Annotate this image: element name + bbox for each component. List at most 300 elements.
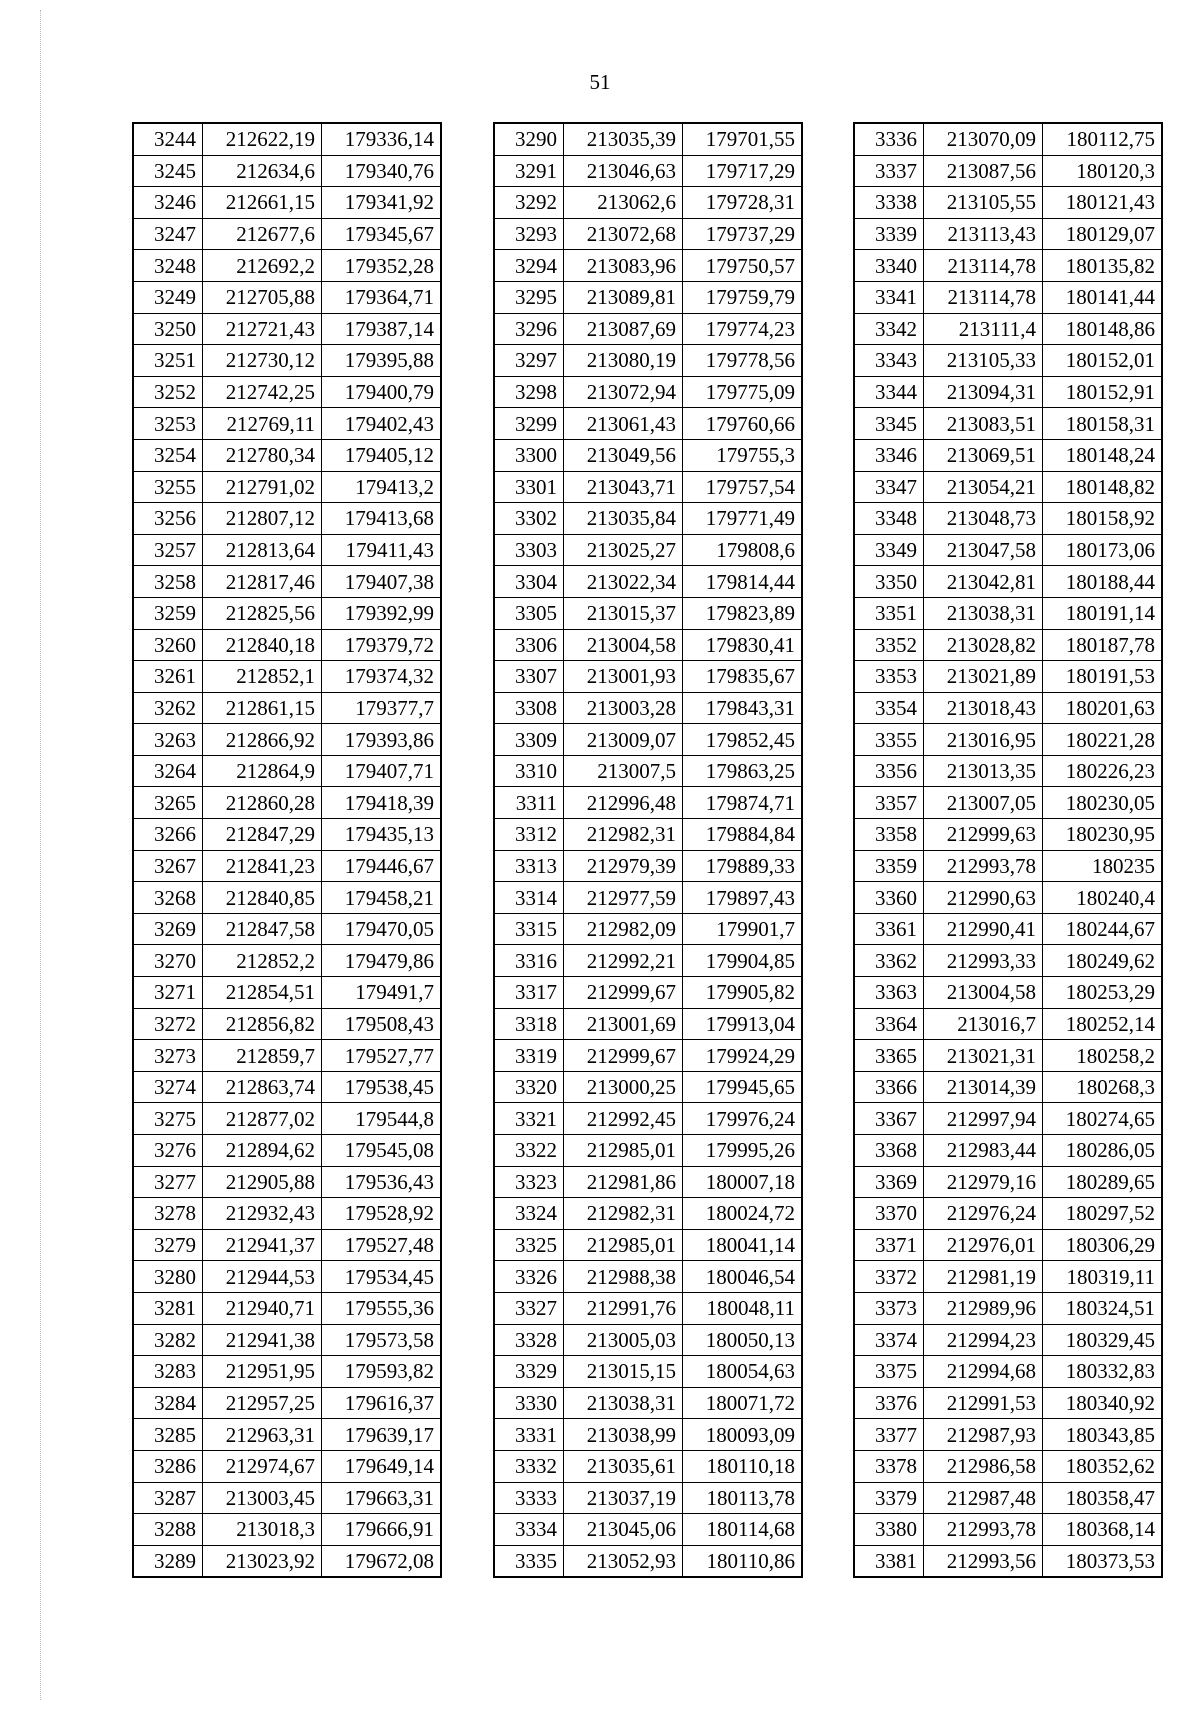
point-number-cell: 3266 — [133, 819, 203, 851]
point-number-cell: 3272 — [133, 1008, 203, 1040]
y-coordinate-cell: 179379,72 — [322, 629, 442, 661]
table-row — [854, 187, 1162, 219]
y-coordinate-cell: 179717,29 — [683, 155, 803, 187]
x-coordinate-cell: 212986,58 — [924, 1450, 1043, 1482]
table-row — [133, 1166, 441, 1198]
y-coordinate-cell: 179392,99 — [322, 597, 442, 629]
x-coordinate-cell: 212941,37 — [203, 1229, 322, 1261]
x-coordinate-cell: 213023,92 — [203, 1545, 322, 1577]
table-row — [494, 1387, 802, 1419]
x-coordinate-cell: 212985,01 — [564, 1135, 683, 1167]
x-coordinate-cell: 213043,71 — [564, 471, 683, 503]
table-row — [854, 850, 1162, 882]
point-number-cell: 3299 — [494, 408, 564, 440]
x-coordinate-cell: 212866,92 — [203, 724, 322, 756]
x-coordinate-cell: 212993,56 — [924, 1545, 1043, 1577]
table-row — [133, 1008, 441, 1040]
x-coordinate-cell: 212863,74 — [203, 1071, 322, 1103]
point-number-cell: 3330 — [494, 1387, 564, 1419]
point-number-cell: 3331 — [494, 1419, 564, 1451]
table-row — [133, 566, 441, 598]
point-number-cell: 3301 — [494, 471, 564, 503]
x-coordinate-cell: 212860,28 — [203, 787, 322, 819]
y-coordinate-cell: 180268,3 — [1043, 1071, 1163, 1103]
table-row — [133, 882, 441, 914]
y-coordinate-cell: 179737,29 — [683, 218, 803, 250]
table-row — [133, 408, 441, 440]
table-row — [854, 1071, 1162, 1103]
point-number-cell: 3308 — [494, 692, 564, 724]
point-number-cell: 3345 — [854, 408, 924, 440]
table-row — [494, 755, 802, 787]
y-coordinate-cell: 180191,14 — [1043, 597, 1163, 629]
x-coordinate-cell: 212994,68 — [924, 1356, 1043, 1388]
point-number-cell: 3313 — [494, 850, 564, 882]
y-coordinate-cell: 180120,3 — [1043, 155, 1163, 187]
y-coordinate-cell: 179418,39 — [322, 787, 442, 819]
y-coordinate-cell: 179884,84 — [683, 819, 803, 851]
table-row — [133, 503, 441, 535]
point-number-cell: 3251 — [133, 345, 203, 377]
y-coordinate-cell: 179852,45 — [683, 724, 803, 756]
table-row — [854, 819, 1162, 851]
point-number-cell: 3340 — [854, 250, 924, 282]
point-number-cell: 3287 — [133, 1482, 203, 1514]
x-coordinate-cell: 213003,28 — [564, 692, 683, 724]
y-coordinate-cell: 179508,43 — [322, 1008, 442, 1040]
point-number-cell: 3326 — [494, 1261, 564, 1293]
point-number-cell: 3270 — [133, 945, 203, 977]
point-number-cell: 3264 — [133, 755, 203, 787]
y-coordinate-cell: 179336,14 — [322, 123, 442, 155]
x-coordinate-cell: 213013,35 — [924, 755, 1043, 787]
table-row — [854, 1261, 1162, 1293]
x-coordinate-cell: 212994,23 — [924, 1324, 1043, 1356]
table-row — [494, 313, 802, 345]
point-number-cell: 3346 — [854, 439, 924, 471]
x-coordinate-cell: 212932,43 — [203, 1198, 322, 1230]
point-number-cell: 3374 — [854, 1324, 924, 1356]
point-number-cell: 3286 — [133, 1450, 203, 1482]
x-coordinate-cell: 212999,63 — [924, 819, 1043, 851]
table-row — [854, 597, 1162, 629]
point-number-cell: 3274 — [133, 1071, 203, 1103]
point-number-cell: 3273 — [133, 1040, 203, 1072]
table-row — [494, 1292, 802, 1324]
point-number-cell: 3249 — [133, 281, 203, 313]
table-row — [494, 1229, 802, 1261]
y-coordinate-cell: 180041,14 — [683, 1229, 803, 1261]
x-coordinate-cell: 213045,06 — [564, 1514, 683, 1546]
point-number-cell: 3297 — [494, 345, 564, 377]
table-row — [494, 692, 802, 724]
x-coordinate-cell: 212993,33 — [924, 945, 1043, 977]
point-number-cell: 3248 — [133, 250, 203, 282]
x-coordinate-cell: 213114,78 — [924, 281, 1043, 313]
y-coordinate-cell: 179413,2 — [322, 471, 442, 503]
y-coordinate-cell: 180319,11 — [1043, 1261, 1163, 1293]
point-number-cell: 3309 — [494, 724, 564, 756]
table-row — [133, 724, 441, 756]
table-row — [494, 566, 802, 598]
y-coordinate-cell: 180201,63 — [1043, 692, 1163, 724]
x-coordinate-cell: 212982,31 — [564, 1198, 683, 1230]
x-coordinate-cell: 212847,58 — [203, 913, 322, 945]
point-number-cell: 3325 — [494, 1229, 564, 1261]
point-number-cell: 3357 — [854, 787, 924, 819]
table-row — [854, 1166, 1162, 1198]
point-number-cell: 3351 — [854, 597, 924, 629]
x-coordinate-cell: 213070,09 — [924, 123, 1043, 155]
x-coordinate-cell: 212981,86 — [564, 1166, 683, 1198]
x-coordinate-cell: 213009,07 — [564, 724, 683, 756]
y-coordinate-cell: 180324,51 — [1043, 1292, 1163, 1324]
y-coordinate-cell: 180226,23 — [1043, 755, 1163, 787]
table-row — [494, 1545, 802, 1577]
y-coordinate-cell: 179649,14 — [322, 1450, 442, 1482]
y-coordinate-cell: 180340,92 — [1043, 1387, 1163, 1419]
y-coordinate-cell: 179479,86 — [322, 945, 442, 977]
x-coordinate-cell: 212840,85 — [203, 882, 322, 914]
point-number-cell: 3263 — [133, 724, 203, 756]
x-coordinate-cell: 213022,34 — [564, 566, 683, 598]
y-coordinate-cell: 179904,85 — [683, 945, 803, 977]
table-row — [494, 977, 802, 1009]
y-coordinate-cell: 180289,65 — [1043, 1166, 1163, 1198]
y-coordinate-cell: 179400,79 — [322, 376, 442, 408]
table-row — [494, 1324, 802, 1356]
table-row — [133, 123, 441, 155]
y-coordinate-cell: 180112,75 — [1043, 123, 1163, 155]
x-coordinate-cell: 213072,94 — [564, 376, 683, 408]
x-coordinate-cell: 212705,88 — [203, 281, 322, 313]
table-row — [854, 629, 1162, 661]
table-row — [133, 1514, 441, 1546]
point-number-cell: 3291 — [494, 155, 564, 187]
y-coordinate-cell: 180113,78 — [683, 1482, 803, 1514]
y-coordinate-cell: 179402,43 — [322, 408, 442, 440]
point-number-cell: 3337 — [854, 155, 924, 187]
y-coordinate-cell: 179538,45 — [322, 1071, 442, 1103]
point-number-cell: 3268 — [133, 882, 203, 914]
point-number-cell: 3371 — [854, 1229, 924, 1261]
point-number-cell: 3379 — [854, 1482, 924, 1514]
point-number-cell: 3322 — [494, 1135, 564, 1167]
point-number-cell: 3323 — [494, 1166, 564, 1198]
y-coordinate-cell: 179407,38 — [322, 566, 442, 598]
y-coordinate-cell: 179377,7 — [322, 692, 442, 724]
table-row — [854, 1324, 1162, 1356]
x-coordinate-cell: 212999,67 — [564, 977, 683, 1009]
y-coordinate-cell: 180306,29 — [1043, 1229, 1163, 1261]
point-number-cell: 3275 — [133, 1103, 203, 1135]
x-coordinate-cell: 213089,81 — [564, 281, 683, 313]
point-number-cell: 3311 — [494, 787, 564, 819]
y-coordinate-cell: 180158,92 — [1043, 503, 1163, 535]
point-number-cell: 3367 — [854, 1103, 924, 1135]
point-number-cell: 3355 — [854, 724, 924, 756]
point-number-cell: 3358 — [854, 819, 924, 851]
table-row — [854, 281, 1162, 313]
x-coordinate-cell: 213083,96 — [564, 250, 683, 282]
table-row — [133, 787, 441, 819]
x-coordinate-cell: 212840,18 — [203, 629, 322, 661]
table-row — [854, 1450, 1162, 1482]
point-number-cell: 3370 — [854, 1198, 924, 1230]
x-coordinate-cell: 212807,12 — [203, 503, 322, 535]
point-number-cell: 3327 — [494, 1292, 564, 1324]
table-row — [854, 503, 1162, 535]
y-coordinate-cell: 179527,48 — [322, 1229, 442, 1261]
point-number-cell: 3321 — [494, 1103, 564, 1135]
table-row — [494, 597, 802, 629]
table-row — [494, 1135, 802, 1167]
x-coordinate-cell: 213038,31 — [564, 1387, 683, 1419]
table-row — [854, 345, 1162, 377]
table-row — [133, 819, 441, 851]
point-number-cell: 3360 — [854, 882, 924, 914]
y-coordinate-cell: 179387,14 — [322, 313, 442, 345]
table-row — [133, 1040, 441, 1072]
y-coordinate-cell: 179995,26 — [683, 1135, 803, 1167]
table-row — [854, 913, 1162, 945]
y-coordinate-cell: 179395,88 — [322, 345, 442, 377]
table-row — [133, 218, 441, 250]
x-coordinate-cell: 212992,21 — [564, 945, 683, 977]
x-coordinate-cell: 212742,25 — [203, 376, 322, 408]
x-coordinate-cell: 212963,31 — [203, 1419, 322, 1451]
table-row — [854, 724, 1162, 756]
point-number-cell: 3362 — [854, 945, 924, 977]
x-coordinate-cell: 213016,7 — [924, 1008, 1043, 1040]
table-row — [854, 1292, 1162, 1324]
table-row — [494, 1419, 802, 1451]
y-coordinate-cell: 179435,13 — [322, 819, 442, 851]
y-coordinate-cell: 180114,68 — [683, 1514, 803, 1546]
x-coordinate-cell: 213003,45 — [203, 1482, 322, 1514]
table-row — [854, 439, 1162, 471]
table-row — [854, 218, 1162, 250]
table-row — [133, 1356, 441, 1388]
point-number-cell: 3281 — [133, 1292, 203, 1324]
point-number-cell: 3310 — [494, 755, 564, 787]
point-number-cell: 3271 — [133, 977, 203, 1009]
x-coordinate-cell: 212979,39 — [564, 850, 683, 882]
point-number-cell: 3352 — [854, 629, 924, 661]
x-coordinate-cell: 212996,48 — [564, 787, 683, 819]
point-number-cell: 3334 — [494, 1514, 564, 1546]
y-coordinate-cell: 180048,11 — [683, 1292, 803, 1324]
x-coordinate-cell: 213004,58 — [924, 977, 1043, 1009]
point-number-cell: 3348 — [854, 503, 924, 535]
x-coordinate-cell: 212993,78 — [924, 850, 1043, 882]
x-coordinate-cell: 212974,67 — [203, 1450, 322, 1482]
x-coordinate-cell: 213046,63 — [564, 155, 683, 187]
y-coordinate-cell: 180249,62 — [1043, 945, 1163, 977]
x-coordinate-cell: 212951,95 — [203, 1356, 322, 1388]
y-coordinate-cell: 180240,4 — [1043, 882, 1163, 914]
x-coordinate-cell: 213105,55 — [924, 187, 1043, 219]
point-number-cell: 3305 — [494, 597, 564, 629]
x-coordinate-cell: 212987,48 — [924, 1482, 1043, 1514]
table-row — [133, 913, 441, 945]
point-number-cell: 3324 — [494, 1198, 564, 1230]
point-number-cell: 3315 — [494, 913, 564, 945]
y-coordinate-cell: 179527,77 — [322, 1040, 442, 1072]
y-coordinate-cell: 180352,62 — [1043, 1450, 1163, 1482]
x-coordinate-cell: 212852,1 — [203, 661, 322, 693]
point-number-cell: 3373 — [854, 1292, 924, 1324]
x-coordinate-cell: 213016,95 — [924, 724, 1043, 756]
x-coordinate-cell: 213094,31 — [924, 376, 1043, 408]
table-row — [133, 1135, 441, 1167]
table-row — [494, 1071, 802, 1103]
x-coordinate-cell: 213018,43 — [924, 692, 1043, 724]
point-number-cell: 3335 — [494, 1545, 564, 1577]
table-row — [494, 1261, 802, 1293]
y-coordinate-cell: 179470,05 — [322, 913, 442, 945]
x-coordinate-cell: 212769,11 — [203, 408, 322, 440]
table-row — [854, 1514, 1162, 1546]
point-number-cell: 3347 — [854, 471, 924, 503]
scan-margin-line — [40, 10, 41, 1700]
x-coordinate-cell: 213014,39 — [924, 1071, 1043, 1103]
table-row — [133, 597, 441, 629]
y-coordinate-cell: 179843,31 — [683, 692, 803, 724]
y-coordinate-cell: 180110,18 — [683, 1450, 803, 1482]
table-row — [494, 629, 802, 661]
point-number-cell: 3303 — [494, 534, 564, 566]
point-number-cell: 3253 — [133, 408, 203, 440]
point-number-cell: 3353 — [854, 661, 924, 693]
table-row — [494, 661, 802, 693]
point-number-cell: 3247 — [133, 218, 203, 250]
y-coordinate-cell: 180158,31 — [1043, 408, 1163, 440]
x-coordinate-cell: 213001,69 — [564, 1008, 683, 1040]
y-coordinate-cell: 180368,14 — [1043, 1514, 1163, 1546]
table-row — [494, 187, 802, 219]
x-coordinate-cell: 213062,6 — [564, 187, 683, 219]
y-coordinate-cell: 179774,23 — [683, 313, 803, 345]
y-coordinate-cell: 179672,08 — [322, 1545, 442, 1577]
y-coordinate-cell: 179823,89 — [683, 597, 803, 629]
point-number-cell: 3380 — [854, 1514, 924, 1546]
x-coordinate-cell: 212877,02 — [203, 1103, 322, 1135]
y-coordinate-cell: 180135,82 — [1043, 250, 1163, 282]
table-row — [133, 1482, 441, 1514]
point-number-cell: 3252 — [133, 376, 203, 408]
x-coordinate-cell: 212847,29 — [203, 819, 322, 851]
y-coordinate-cell: 179863,25 — [683, 755, 803, 787]
y-coordinate-cell: 180230,95 — [1043, 819, 1163, 851]
point-number-cell: 3342 — [854, 313, 924, 345]
x-coordinate-cell: 212791,02 — [203, 471, 322, 503]
table-row — [854, 945, 1162, 977]
table-row — [494, 819, 802, 851]
y-coordinate-cell: 180252,14 — [1043, 1008, 1163, 1040]
point-number-cell: 3300 — [494, 439, 564, 471]
y-coordinate-cell: 179663,31 — [322, 1482, 442, 1514]
y-coordinate-cell: 180373,53 — [1043, 1545, 1163, 1577]
table-row — [133, 692, 441, 724]
x-coordinate-cell: 213004,58 — [564, 629, 683, 661]
table-row — [854, 1356, 1162, 1388]
x-coordinate-cell: 212957,25 — [203, 1387, 322, 1419]
y-coordinate-cell: 179534,45 — [322, 1261, 442, 1293]
table-row — [494, 1040, 802, 1072]
table-row — [133, 345, 441, 377]
x-coordinate-cell: 213061,43 — [564, 408, 683, 440]
table-row — [854, 1387, 1162, 1419]
table-row — [854, 1419, 1162, 1451]
point-number-cell: 3306 — [494, 629, 564, 661]
x-coordinate-cell: 213005,03 — [564, 1324, 683, 1356]
table-row — [854, 1482, 1162, 1514]
y-coordinate-cell: 179491,7 — [322, 977, 442, 1009]
y-coordinate-cell: 180148,86 — [1043, 313, 1163, 345]
point-number-cell: 3350 — [854, 566, 924, 598]
x-coordinate-cell: 212976,24 — [924, 1198, 1043, 1230]
y-coordinate-cell: 180244,67 — [1043, 913, 1163, 945]
point-number-cell: 3304 — [494, 566, 564, 598]
x-coordinate-cell: 213087,69 — [564, 313, 683, 345]
point-number-cell: 3378 — [854, 1450, 924, 1482]
x-coordinate-cell: 213000,25 — [564, 1071, 683, 1103]
table-row — [133, 661, 441, 693]
table-row — [494, 1450, 802, 1482]
x-coordinate-cell: 212991,53 — [924, 1387, 1043, 1419]
x-coordinate-cell: 212730,12 — [203, 345, 322, 377]
point-number-cell: 3328 — [494, 1324, 564, 1356]
table-row — [133, 1261, 441, 1293]
x-coordinate-cell: 212988,38 — [564, 1261, 683, 1293]
x-coordinate-cell: 213025,27 — [564, 534, 683, 566]
table-row — [133, 1419, 441, 1451]
x-coordinate-cell: 212780,34 — [203, 439, 322, 471]
y-coordinate-cell: 180024,72 — [683, 1198, 803, 1230]
table-row — [494, 1514, 802, 1546]
table-row — [494, 376, 802, 408]
x-coordinate-cell: 213038,31 — [924, 597, 1043, 629]
x-coordinate-cell: 212985,01 — [564, 1229, 683, 1261]
table-row — [494, 281, 802, 313]
table-row — [133, 1545, 441, 1577]
x-coordinate-cell: 212825,56 — [203, 597, 322, 629]
x-coordinate-cell: 212992,45 — [564, 1103, 683, 1135]
table-row — [494, 1356, 802, 1388]
y-coordinate-cell: 180187,78 — [1043, 629, 1163, 661]
y-coordinate-cell: 179411,43 — [322, 534, 442, 566]
y-coordinate-cell: 179897,43 — [683, 882, 803, 914]
y-coordinate-cell: 179639,17 — [322, 1419, 442, 1451]
x-coordinate-cell: 212894,62 — [203, 1135, 322, 1167]
table-row — [854, 1008, 1162, 1040]
y-coordinate-cell: 180221,28 — [1043, 724, 1163, 756]
y-coordinate-cell: 180235 — [1043, 850, 1163, 882]
point-number-cell: 3339 — [854, 218, 924, 250]
x-coordinate-cell: 213038,99 — [564, 1419, 683, 1451]
y-coordinate-cell: 179573,58 — [322, 1324, 442, 1356]
y-coordinate-cell: 179528,92 — [322, 1198, 442, 1230]
table-row — [494, 503, 802, 535]
y-coordinate-cell: 179945,65 — [683, 1071, 803, 1103]
y-coordinate-cell: 180050,13 — [683, 1324, 803, 1356]
x-coordinate-cell: 212991,76 — [564, 1292, 683, 1324]
point-number-cell: 3284 — [133, 1387, 203, 1419]
x-coordinate-cell: 212854,51 — [203, 977, 322, 1009]
point-number-cell: 3369 — [854, 1166, 924, 1198]
y-coordinate-cell: 179757,54 — [683, 471, 803, 503]
